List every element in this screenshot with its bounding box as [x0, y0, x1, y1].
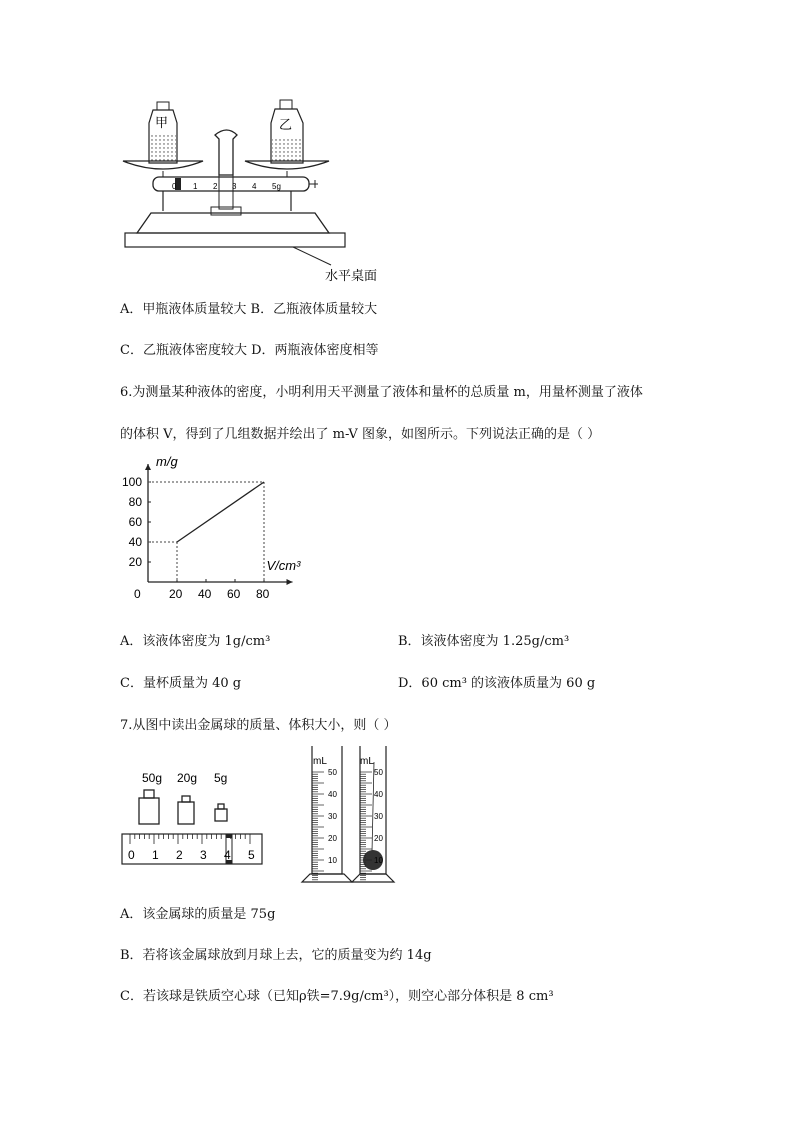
svg-text:30: 30	[374, 812, 383, 821]
svg-text:20: 20	[374, 834, 383, 843]
weight-label-5g: 5g	[214, 771, 228, 785]
x-axis-arrow	[287, 579, 293, 585]
svg-text:0: 0	[128, 848, 135, 862]
y-tick-label: 40	[128, 535, 142, 549]
q7-option-a: A．该金属球的质量是 75g	[120, 907, 276, 922]
weights-and-ruler-figure	[118, 762, 268, 872]
svg-text:2: 2	[213, 182, 218, 191]
y-tick-label: 20	[128, 555, 142, 569]
svg-text:50: 50	[374, 768, 383, 777]
y-tick-label: 60	[128, 515, 142, 529]
balance-figure	[115, 95, 378, 290]
cylinder-right-unit: mL	[360, 756, 374, 767]
q6-option-a: A．该液体密度为 1g/cm³	[120, 634, 271, 649]
origin-label: 0	[134, 587, 141, 601]
svg-text:10: 10	[374, 856, 383, 865]
series-line	[177, 482, 264, 542]
svg-text:2: 2	[176, 848, 183, 862]
q7-stem: 7.从图中读出金属球的质量、体积大小，则（ ）	[120, 718, 397, 733]
svg-text:5g: 5g	[272, 182, 281, 191]
right-bottle-label: 乙	[279, 117, 293, 132]
weight-5g	[215, 804, 227, 821]
x-tick-label: 80	[256, 587, 270, 601]
right-pan	[245, 161, 329, 169]
balance-base	[137, 213, 329, 233]
svg-text:5: 5	[248, 848, 255, 862]
q6-option-d: D．60 cm³ 的该液体质量为 60 g	[398, 676, 596, 691]
svg-text:0: 0	[172, 182, 177, 191]
weight-20g	[178, 796, 194, 824]
beam-scale-ticks	[172, 182, 281, 191]
left-bottle-label: 甲	[155, 115, 169, 130]
m-v-chart	[118, 448, 338, 608]
svg-text:50: 50	[328, 768, 337, 777]
svg-text:20: 20	[328, 834, 337, 843]
balance-column	[215, 130, 237, 175]
svg-text:30: 30	[328, 812, 337, 821]
q6-stem-line-2: 的体积 V，得到了几组数据并绘出了 m-V 图象，如图所示。下列说法正确的是（ ）	[120, 427, 601, 442]
left-bottle	[149, 102, 177, 163]
weight-label-50g: 50g	[142, 771, 163, 785]
ruler-tick-labels	[128, 848, 255, 862]
q5-option-line-2: C．乙瓶液体密度较大 D．两瓶液体密度相等	[120, 343, 379, 358]
cylinder-left-labels	[328, 768, 337, 865]
y-axis-arrow	[145, 464, 151, 470]
x-tick-label: 20	[169, 587, 183, 601]
svg-text:10: 10	[328, 856, 337, 865]
svg-text:4: 4	[252, 182, 257, 191]
q7-option-b: B．若将该金属球放到月球上去，它的质量变为约 14g	[120, 948, 432, 963]
y-tick-label: 80	[128, 495, 142, 509]
x-axis-label: V/cm³	[266, 558, 301, 573]
svg-text:1: 1	[193, 182, 198, 191]
cylinder-empty	[302, 746, 352, 882]
q6-option-c: C．量杯质量为 40 g	[120, 676, 242, 691]
q5-option-line-1: A．甲瓶液体质量较大 B．乙瓶液体质量较大	[120, 302, 378, 317]
y-axis-label: m/g	[156, 454, 178, 469]
x-tick-label: 60	[227, 587, 241, 601]
q6-stem-line-1: 6.为测量某种液体的密度，小明利用天平测量了液体和量杯的总质量 m，用量杯测量了液体	[120, 385, 643, 400]
svg-text:4: 4	[224, 848, 231, 862]
x-tick-label: 40	[198, 587, 212, 601]
desk-surface	[125, 233, 345, 247]
left-pan	[123, 161, 203, 169]
svg-text:1: 1	[152, 848, 159, 862]
svg-text:3: 3	[200, 848, 207, 862]
desk-label: 水平桌面	[325, 268, 378, 283]
weight-50g	[139, 790, 159, 824]
q7-option-c: C．若该球是铁质空心球（已知ρ铁=7.9g/cm³），则空心部分体积是 8 cm³	[120, 989, 554, 1004]
svg-text:3: 3	[232, 182, 237, 191]
svg-text:40: 40	[374, 790, 383, 799]
q6-option-b: B．该液体密度为 1.25g/cm³	[398, 634, 570, 649]
weight-label-20g: 20g	[177, 771, 198, 785]
y-tick-label: 100	[121, 475, 142, 489]
cylinder-left-unit: mL	[313, 756, 327, 767]
graduated-cylinders-figure	[298, 742, 408, 890]
svg-text:40: 40	[328, 790, 337, 799]
